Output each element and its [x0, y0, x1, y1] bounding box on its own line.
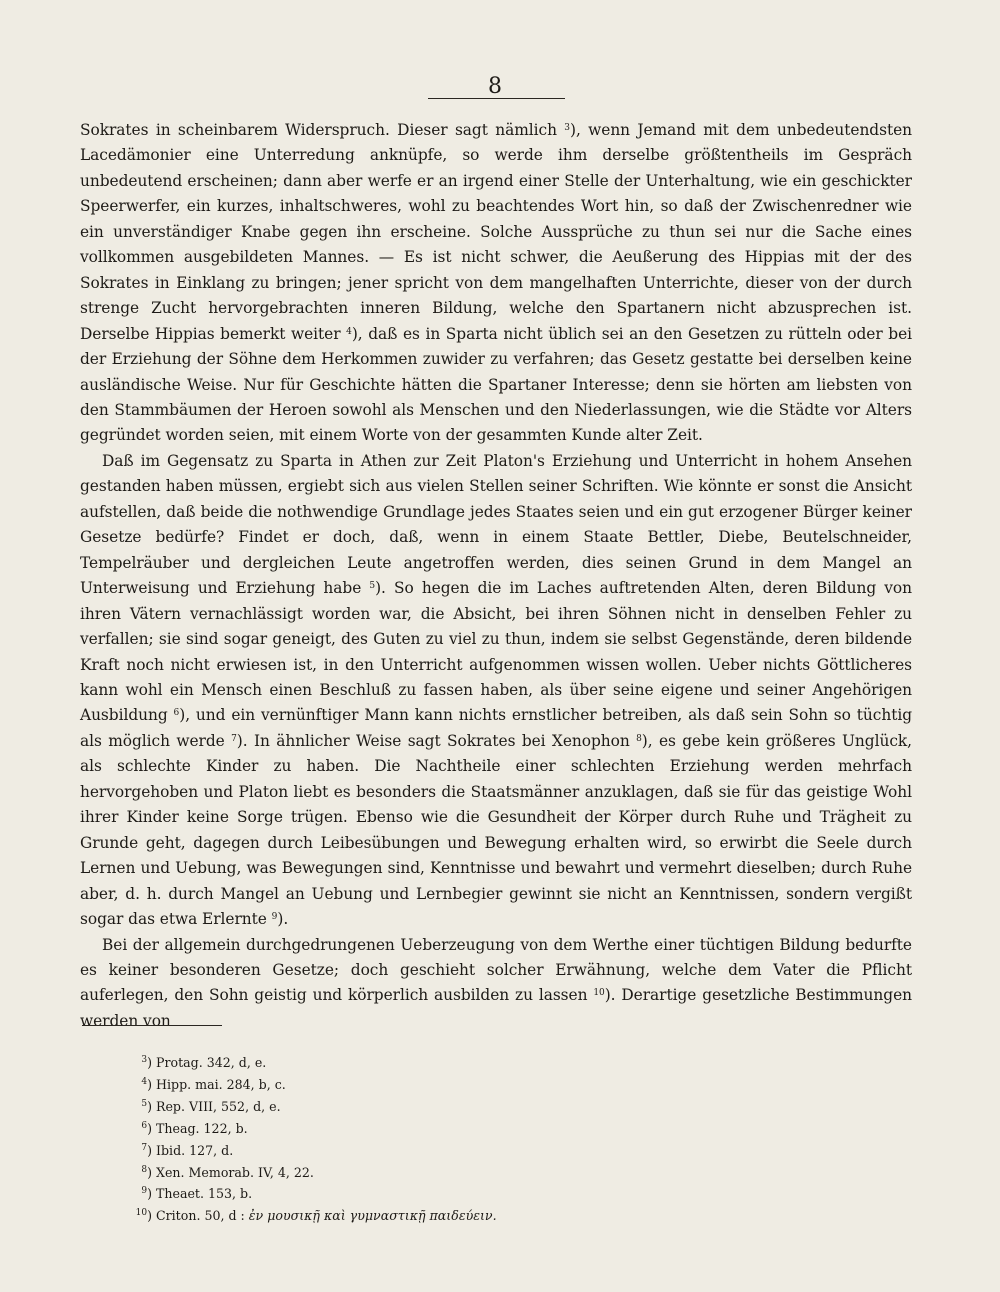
footnote-number: $^6$) — [141, 1120, 152, 1136]
paragraph-text: ), wenn Jemand mit dem unbedeutendsten Lacedämonier eine Unterredung anknüpfe, so werde ihm derselbe größtentheils im Gespräch unbedeutend erscheinen; dann aber werfe er an irgend einer Stelle der Unterhaltung, wie ein geschickter Speerwerfer, ein kurzes, inhaltschweres, wohl zu beachtendes Wort hin, so daß der Zwischenredner wie ein unverständiger Knabe gegen ihn erscheine. Solche Aussprüche zu thun sei nur die Sache eines vollkommen ausgebildeten Mannes. — Es ist nicht schwer, die Aeußerung des Hippias mit der des Sokrates in Einklang zu bringen; jener spricht von dem mangelhaften Unterrichte, dieser von der durch strenge Zucht hervorgebrachten inneren Bildung, welche den Spartanern nicht abzusprechen ist. Derselbe Hippias bemerkt weiter — [80, 121, 913, 343]
footnote-text: Rep. VIII, 552, d, e. — [156, 1098, 281, 1114]
footnote-number-value: 8 — [141, 1164, 148, 1175]
footnote-number: $^4$) — [141, 1076, 152, 1092]
footnote-ref: 8 — [636, 733, 642, 744]
paragraph-text: ), und ein vernünftiger Mann kann nichts ernstlicher betreiben, als daß sein Sohn so tüchtig als möglich werde — [80, 706, 912, 750]
footnote-text: Theaet. 153, b. — [156, 1186, 253, 1202]
footnote — [130, 1118, 650, 1140]
footnote — [130, 1183, 650, 1205]
footnote-number: $^5$) — [141, 1098, 152, 1114]
paragraph — [80, 449, 912, 933]
paragraph-text: ), daß es in Sparta nicht üblich sei an den Gesetzen zu rütteln oder bei der Erziehung der Söhne dem Herkommen zuwider zu verfahren; das Gesetz gestatte bei derselben keine ausländische Weise. Nur für Geschichte hätten die Spartaner Interesse; denn sie hörten am liebsten von den Stammbäumen der Heroen sowohl als Menschen und den Niederlassungen, wie die Städte vor Alters gegründet worden seien, mit einem Worte von der gesammten Kunde alter Zeit. — [80, 324, 912, 445]
paragraph-text: ), es gebe kein größeres Unglück, als schlechte Kinder zu haben. Die Nachtheile einer schlechten Erziehung werden mehrfach hervorgehoben und Platon liebt es besonders die Staatsmänner anzuklagen, daß sie für das geistige Wohl ihrer Kinder keine Sorge trügen. Ebenso wie die Gesundheit der Körper durch Ruhe und Trägheit zu Grunde geht, dagegen durch Leibesübungen und Bewegung erhalten wird, so erwirbt die Seele durch Lernen und Uebung, was Bewegungen sind, Kenntnisse und bewahrt und vermehrt dieselben; durch Ruhe aber, d. h. durch Mangel an Uebung und Lernbegier gewinnt sie nicht an Kenntnissen, sondern vergißt sogar das etwa Erlernte — [80, 731, 913, 929]
footnote — [130, 1052, 650, 1074]
footnotes — [130, 1052, 650, 1227]
paragraph-text: ). So hegen die im Laches auftretenden Alten, deren Bildung von ihren Vätern vernachlässigt worden war, die Absicht, bei ihren Söhnen nicht in denselben Fehler zu verfallen; sie sind sogar geneigt, des Guten zu viel zu thun, indem sie selbst Gegenstände, deren bildende Kraft noch nicht erwiesen ist, in den Unterricht aufgenommen wissen wollen. Ueber nichts Göttlicheres kann wohl ein Mensch einen Beschluß zu fassen haben, als über seine eigene und seiner Angehörigen Ausbildung — [80, 579, 913, 725]
footnote-number: $^{10}$) — [135, 1208, 152, 1224]
body-text — [80, 118, 912, 1034]
footnote-number-value: 9 — [141, 1186, 148, 1197]
footnote-ref: 7 — [231, 733, 237, 744]
page-number: 8 — [488, 74, 502, 99]
footnote-number-value: 5 — [141, 1098, 148, 1109]
paragraph-text: Bei der allgemein durchgedrungenen Ueberzeugung von dem Werthe einer tüchtigen Bildung bedurfte es keiner besonderen Gesetze; doch geschieht solcher Erwähnung, welche dem Vater die Pflicht auferlegen, den Sohn geistig und körperlich ausbilden zu lassen — [80, 935, 912, 1005]
footnote — [130, 1205, 650, 1227]
footnote-number: $^9$) — [141, 1186, 152, 1202]
footnote — [130, 1162, 650, 1184]
footnote-text: Protag. 342, d, e. — [156, 1055, 267, 1070]
footnote-ref: 6 — [173, 708, 180, 719]
footnote-number: $^7$) — [141, 1142, 152, 1158]
paragraph-text: Daß im Gegensatz zu Sparta in Athen zur Zeit Platon's Erziehung und Unterricht in hohem Ansehen gestanden haben müssen, ergiebt sich aus vielen Stellen seiner Schriften. Wie könnte er sonst die Ansicht aufstellen, daß beide die nothwendige Grundlage jedes Staates seien und ein gut erzogener Bürger keiner Gesetze bedürfe? Findet er doch, daß, wenn in einem Staate Bettler, Diebe, Beutelschneider, Tempelräuber und dergleichen Leute angetroffen werden, dies seinen Grund in dem Mangel an Unterweisung und Erziehung habe — [80, 451, 912, 598]
footnote-ref: 9 — [271, 912, 278, 923]
footnote-number: $^3$) — [141, 1055, 152, 1070]
footnote — [130, 1096, 650, 1118]
paragraph-text: Sokrates in scheinbarem Widerspruch. Dieser sagt nämlich — [80, 121, 565, 139]
footnote-number-value: 4 — [141, 1076, 148, 1087]
footnote — [130, 1074, 650, 1096]
footnote-text: Ibid. 127, d. — [156, 1142, 234, 1158]
paragraph — [80, 933, 912, 1035]
footnote — [130, 1140, 650, 1162]
footnote-ref: 3 — [564, 123, 570, 133]
paragraph-text: ). Derartige gesetzliche Bestimmungen werden von — [80, 986, 912, 1030]
footnote-text: Xen. Memorab. IV, 4, 22. — [156, 1164, 314, 1180]
paragraph-text: ). In ähnlicher Weise sagt Sokrates bei Xenophon — [236, 731, 637, 750]
footnote-number-value: 3 — [141, 1055, 148, 1065]
footnote-number-value: 7 — [141, 1142, 148, 1153]
footnote-number-value: 10 — [135, 1208, 148, 1219]
footnote-text: Theag. 122, b. — [156, 1120, 248, 1136]
paragraph — [80, 118, 912, 449]
header-rule — [428, 98, 565, 99]
footnote-greek-text: ἐν μουσικῇ καὶ γυμναστικῇ παιδεύειν. — [248, 1208, 497, 1224]
footnote-rule — [82, 1025, 222, 1026]
footnote-text: Hipp. mai. 284, b, c. — [156, 1076, 286, 1092]
footnote-text: Criton. 50, d : — [156, 1208, 249, 1224]
footnote-number-value: 6 — [141, 1120, 148, 1131]
footnote-ref: 4 — [346, 326, 352, 337]
footnote-ref: 5 — [369, 581, 376, 592]
footnote-number: $^8$) — [141, 1164, 152, 1180]
footnote-ref: 10 — [593, 988, 605, 999]
paragraph-text: ). — [277, 910, 289, 929]
